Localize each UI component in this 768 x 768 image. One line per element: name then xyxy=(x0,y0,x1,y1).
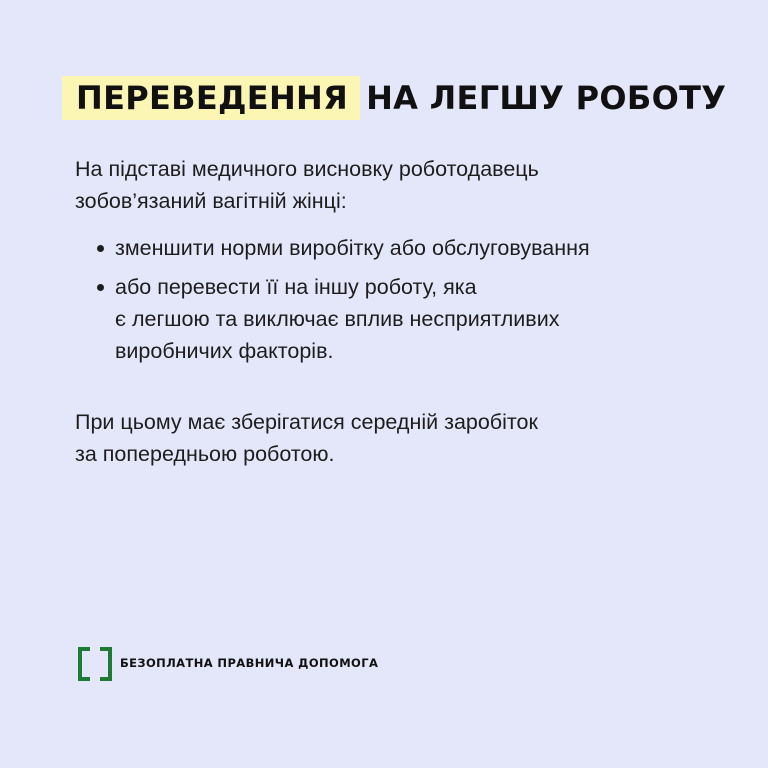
outro-line: При цьому має зберігатися середній заробіток xyxy=(75,410,538,434)
outro-line: за попередньою роботою. xyxy=(75,442,335,466)
bullet-line: є легшою та виключає вплив несприятливих xyxy=(115,307,560,331)
outro-paragraph xyxy=(75,406,695,470)
bullet-dot-icon xyxy=(97,245,104,252)
bullet-line: виробничих факторів. xyxy=(115,339,334,363)
intro-line: На підставі медичного висновку роботодавець xyxy=(75,157,539,181)
list-item xyxy=(75,232,715,264)
bullet-line: зменшити норми виробітку або обслуговування xyxy=(115,236,590,260)
left-bracket-icon xyxy=(78,647,90,681)
list-item xyxy=(75,271,715,367)
brackets-logo-icon xyxy=(78,647,112,679)
bullet-dot-icon xyxy=(97,284,104,291)
bullet-line: або перевести її на іншу роботу, яка xyxy=(115,275,477,299)
page-title-highlight: ПЕРЕВЕДЕННЯ xyxy=(62,76,360,120)
right-bracket-icon xyxy=(100,647,112,681)
footer-logo xyxy=(78,646,378,680)
page-title xyxy=(62,76,726,120)
intro-line: зобов’язаний вагітній жінці: xyxy=(75,189,347,213)
bullet-list xyxy=(75,232,715,374)
page-title-rest: НА ЛЕГШУ РОБОТУ xyxy=(366,79,727,117)
intro-paragraph xyxy=(75,153,695,217)
org-name: БЕЗОПЛАТНА ПРАВНИЧА ДОПОМОГА xyxy=(120,656,379,670)
